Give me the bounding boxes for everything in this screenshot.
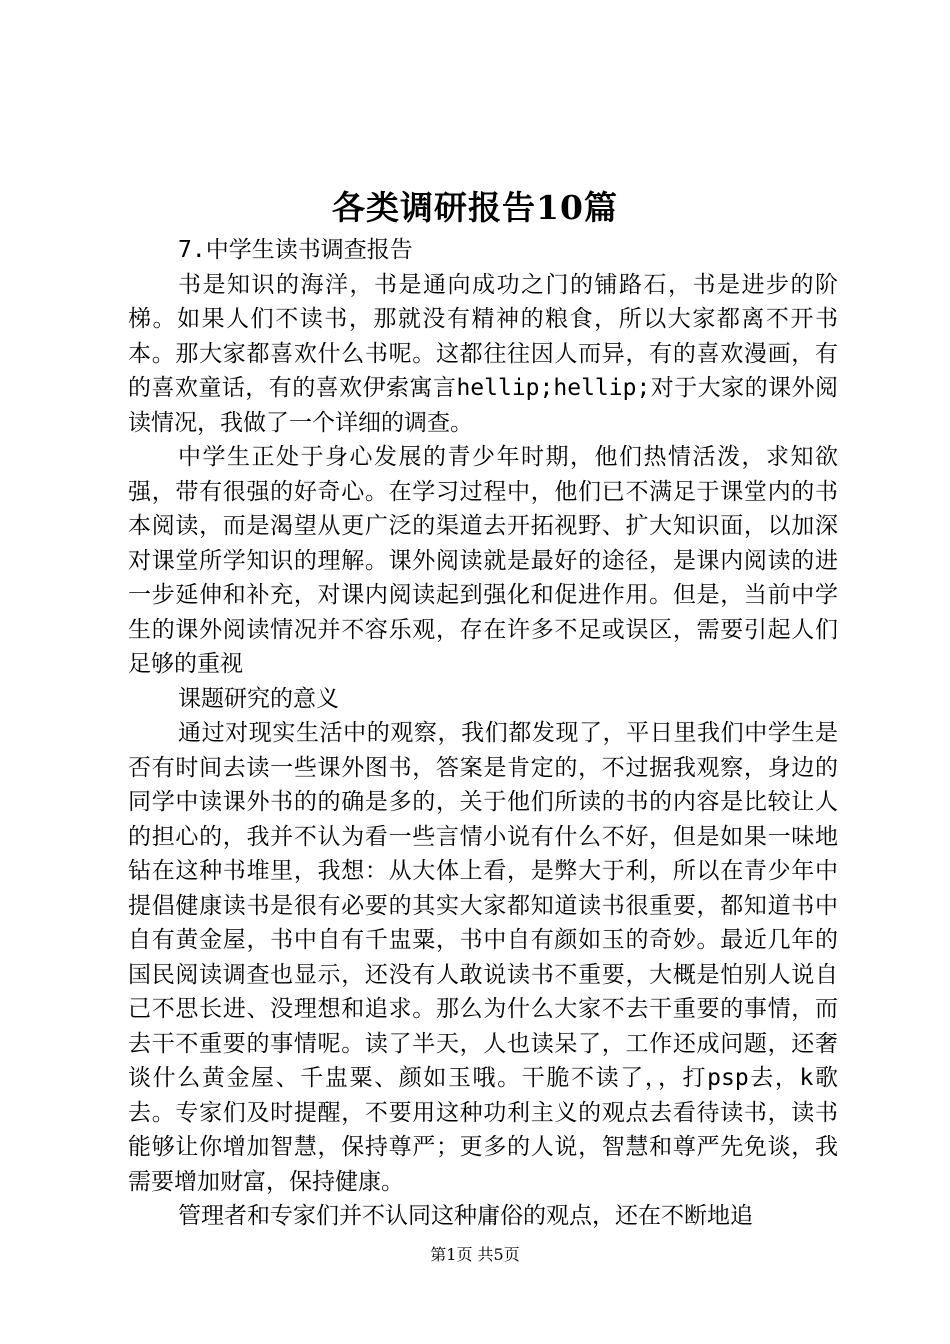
paragraph-3: 通过对现实生活中的观察，我们都发现了，平日里我们中学生是否有时间去读一些课外图书，答案是肯定的，不过据我观察，身边的同学中读课外书的的确是多的，关于他们所读的书的内容是比较让人的担心的，我并不认为看一些言情小说有什么不好，但是如果一味地钻在这种书堆里，我想：从大体上看，是弊大于利，所以在青少年中提倡健康读书是很有必要的其实大家都知道读书很重要，都知道书中自有黄金屋，书中自有千盅粟，书中自有颜如玉的奇妙。最近几年的国民阅读调查也显示，还没有人敢说读书不重要，大概是怕别人说自己不思长进、没理想和追求。那么为什么大家不去干重要的事情，而去干不重要的事情呢。读了半天，人也读呆了，工作还成问题，还奢谈什么黄金屋、千盅粟、颜如玉哦。干脆不读了，，打psp去，k歌去。专家们及时提醒，不要用这种功利主义的观点去看待读书，读书能够让你增加智慧，保持尊严；更多的人说，智慧和尊严先免谈，我需要增加财富，保持健康。	[128, 720, 838, 1195]
subheading: 课题研究的意义	[178, 685, 339, 712]
section-heading: 7.中学生读书调查报告	[178, 237, 413, 263]
document-body	[128, 233, 838, 1234]
paragraph-2: 中学生正处于身心发展的青少年时期，他们热情活泼，求知欲强，带有很强的好奇心。在学习过程中，他们已不满足于课堂内的书本阅读，而是渴望从更广泛的渠道去开拓视野、扩大知识面，以加深对课堂所学知识的理解。课外阅读就是最好的途径，是课内阅读的进一步延伸和补充，对课内阅读起到强化和促进作用。但是，当前中学生的课外阅读情况并不容乐观，存在许多不足或误区，需要引起人们足够的重视	[128, 444, 838, 677]
page-footer: 第1页 共5页	[430, 1245, 520, 1264]
paragraph-1: 书是知识的海洋，书是通向成功之门的铺路石，书是进步的阶梯。如果人们不读书，那就没有精神的粮食，所以大家都离不开书本。那大家都喜欢什么书呢。这都往往因人而异，有的喜欢漫画，有的喜欢童话，有的喜欢伊索寓言hellip;hellip;对于大家的课外阅读情况，我做了一个详细的调查。	[128, 271, 838, 436]
document-title: 各类调研报告10篇	[332, 188, 618, 227]
paragraph-4: 管理者和专家们并不认同这种庸俗的观点，还在不断地追	[178, 1203, 753, 1229]
